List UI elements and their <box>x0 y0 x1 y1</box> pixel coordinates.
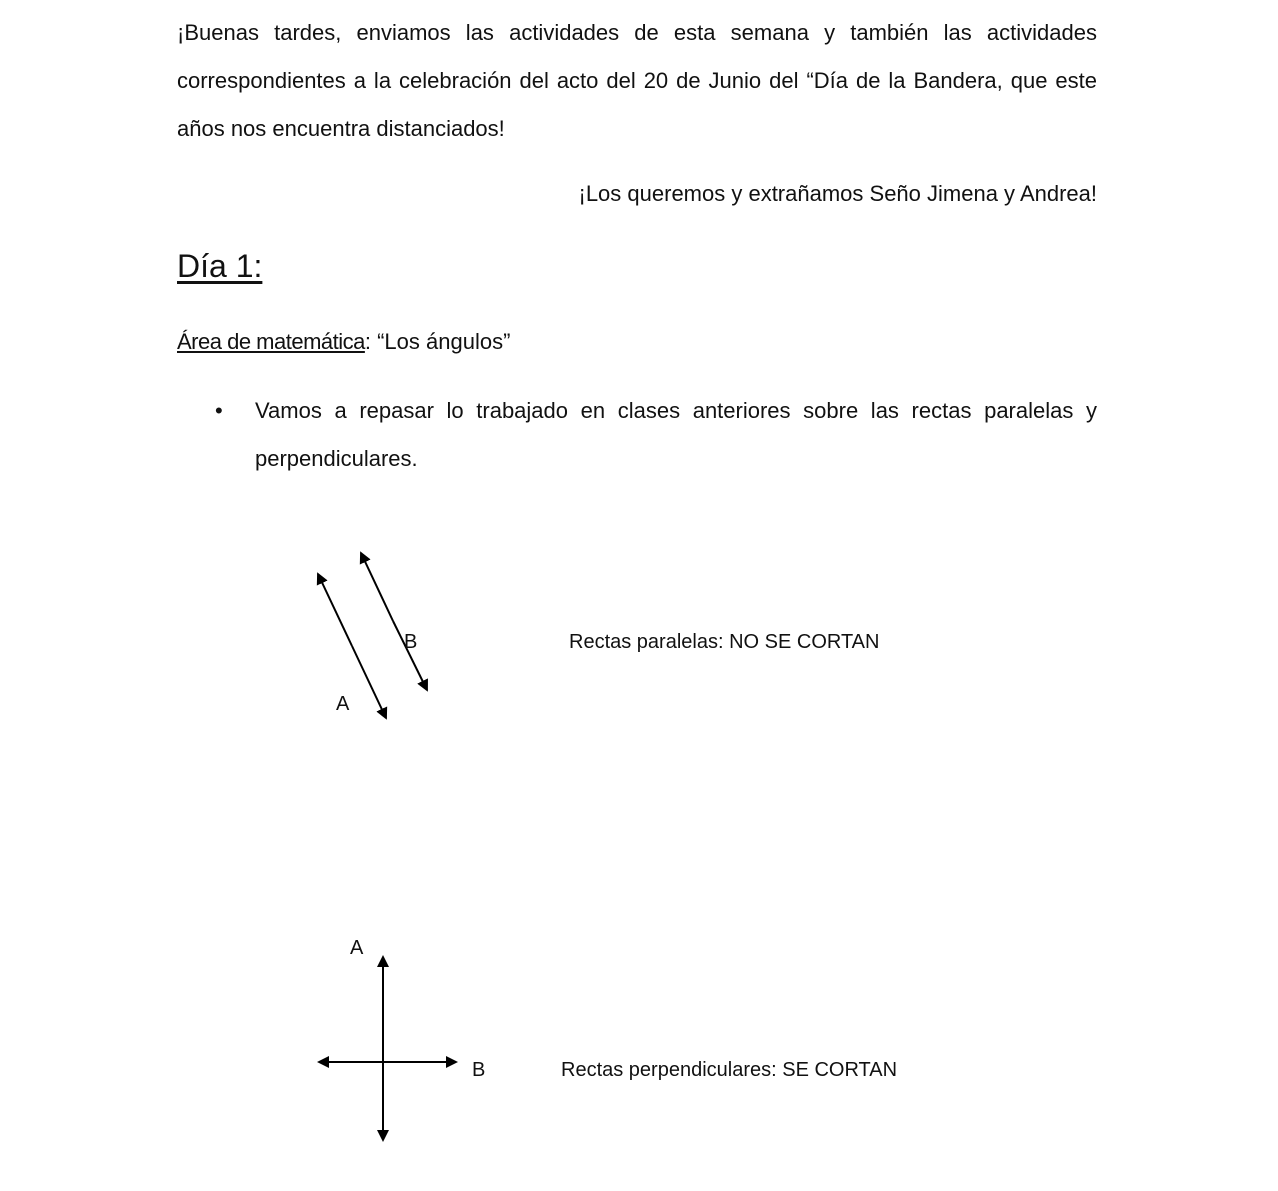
day-heading: Día 1: <box>177 248 263 284</box>
bullet-text: Vamos a repasar lo trabajado en clases anteriores sobre las rectas paralelas y perpendiculares. <box>255 398 1097 471</box>
parallel-caption: Rectas paralelas: NO SE CORTAN <box>569 631 880 653</box>
perpendicular-lines-diagram <box>319 957 456 1140</box>
parallel-line-b <box>361 553 393 621</box>
perpendicular-label-b: B <box>472 1059 486 1081</box>
parallel-line-a-end <box>352 646 386 718</box>
subject-label: Área de matemática <box>177 329 365 354</box>
greeting-paragraph: ¡Buenas tardes, enviamos las actividades de esta semana y también las actividades correspondientes a la celebración del acto del 20 de Junio del “Día de la Bandera, que este años nos encuentra distanciados! <box>177 20 1097 141</box>
bullet-dot: • <box>215 398 223 423</box>
subject-topic: : “Los ángulos” <box>364 329 511 354</box>
parallel-label-a: A <box>336 693 350 715</box>
perpendicular-caption: Rectas perpendiculares: SE CORTAN <box>561 1059 898 1081</box>
parallel-line-a <box>318 574 352 646</box>
parallel-label-b: B <box>404 631 418 653</box>
signoff-line: ¡Los queremos y extrañamos Seño Jimena y Andrea! <box>578 181 1097 206</box>
perpendicular-label-a: A <box>350 937 364 959</box>
